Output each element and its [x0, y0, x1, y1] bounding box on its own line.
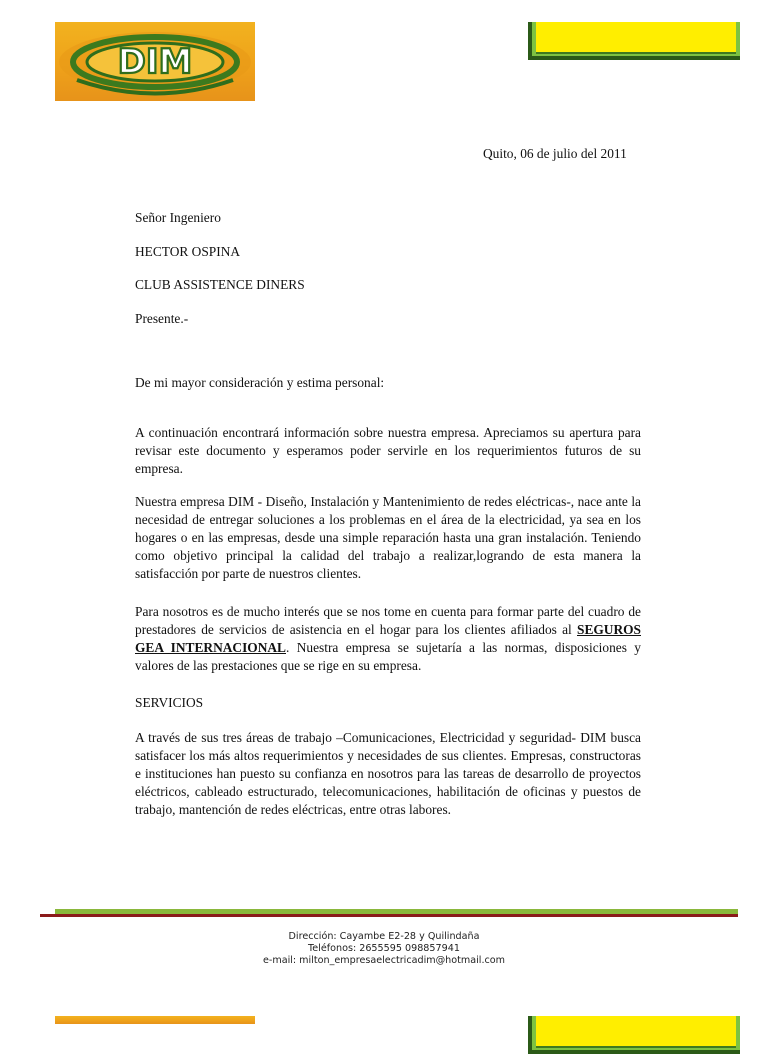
- paragraph-company: Nuestra empresa DIM - Diseño, Instalación y Mantenimiento de redes eléctricas-, nace ante la necesidad de entregar soluciones a los problemas en el área de la electricidad, ya sea en los hogares o en las empresas, desde una simple reparación hasta una gran instalación. Teniendo como objetivo principal la calidad del trabajo a realizar,logrando de esta manera la satisfacción por parte de nuestros clientes.: [135, 494, 641, 581]
- recipient-salutation: Señor Ingeniero: [135, 210, 221, 225]
- date-line: Quito, 06 de julio del 2011: [483, 146, 627, 161]
- footer-email: e-mail: milton_empresaelectricadim@hotmail.com: [262, 955, 505, 966]
- recipient-presente: Presente.-: [135, 311, 189, 326]
- footer-rule-red: [40, 914, 738, 917]
- next-page-logo: [55, 1016, 255, 1024]
- header-corner-decoration: [528, 22, 740, 60]
- recipient-name: HECTOR OSPINA: [135, 244, 241, 259]
- insurer-name: SEGUROS GEA INTERNACIONAL: [135, 622, 641, 655]
- servicios-heading: SERVICIOS: [135, 695, 204, 710]
- paragraph-interest-start: Para nosotros es de mucho interés que se nos tome en cuenta para formar parte del cuadro de prestadores de servicios de asistencia en el hogar para los clientes afiliados al: [135, 604, 641, 637]
- dim-logo-graphic: [55, 22, 255, 101]
- paragraph-interest: [135, 603, 641, 675]
- footer-phones: Teléfonos: 2655595 098857941: [308, 943, 460, 954]
- paragraph-interest-end: . Nuestra empresa se sujetaría a las normas, disposiciones y valores de las prestaciones que se rige en su empresa.: [135, 640, 642, 673]
- paragraph-services: A través de sus tres áreas de trabajo –Comunicaciones, Electricidad y seguridad- DIM busca satisfacer los más altos requerimientos y necesidades de sus clientes. Empresas, constructoras e instituciones han puesto su confianza en nosotros para las tareas de desarrollo de proyectos eléctricos, cableado estructurado, telecomunicaciones, habilitación de oficinas y puestos de trabajo, mantención de redes eléctricas, entre otras labores.: [135, 730, 641, 817]
- recipient-company: CLUB ASSISTENCE DINERS: [135, 277, 305, 292]
- logo-text: DIM: [117, 42, 193, 82]
- company-logo: [55, 22, 255, 101]
- paragraph-intro: A continuación encontrará información sobre nuestra empresa. Apreciamos su apertura para revisar este documento y esperamos poder servirle en los requerimientos futuros de su empresa.: [135, 425, 641, 476]
- next-page-corner-decoration: [528, 1016, 740, 1024]
- footer-address: Dirección: Cayambe E2-28 y Quilindaña: [288, 931, 480, 942]
- greeting: De mi mayor consideración y estima personal:: [135, 375, 385, 390]
